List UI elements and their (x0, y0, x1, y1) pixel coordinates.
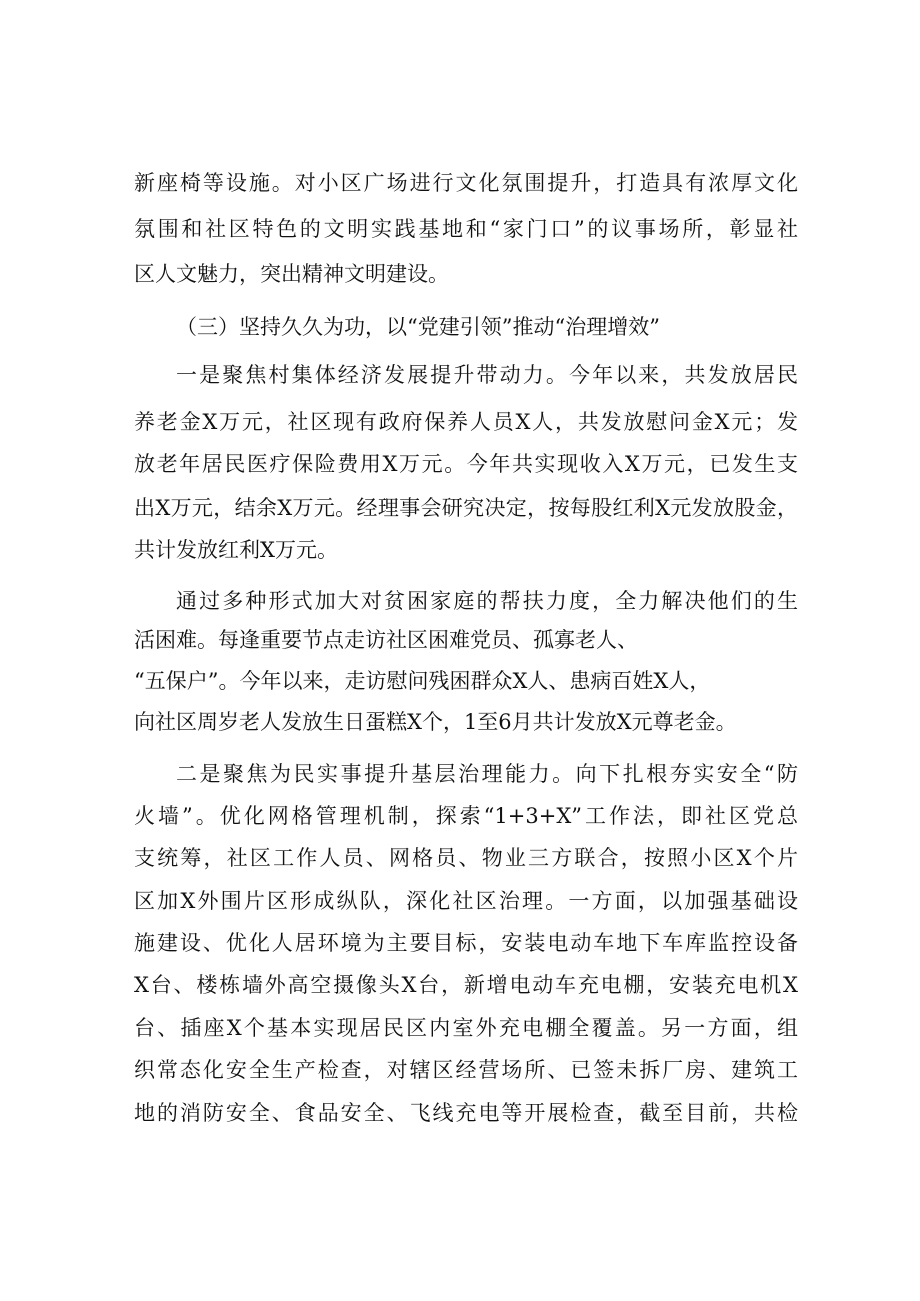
section-heading: （三）坚持久久为功，以“党建引领”推动“治理增效” (176, 315, 660, 339)
paragraph-line: 养老金X万元，社区现有政府保养人员X人，共发放慰问金X元；发 (134, 410, 798, 434)
paragraph-line: 台、插座X个基本实现居民区内室外充电棚全覆盖。另一方面，组 (134, 1016, 798, 1040)
paragraph-line: 共计发放红利X万元。 (134, 538, 338, 562)
paragraph-line: 二是聚焦为民实事提升基层治理能力。向下扎根夯实安全“防 (176, 762, 798, 786)
paragraph-line: 织常态化安全生产检查，对辖区经营场所、已签未拆厂房、建筑工 (134, 1058, 798, 1082)
paragraph-line: 放老年居民医疗保险费用X万元。今年共实现收入X万元，已发生支 (134, 452, 798, 476)
paragraph-line: 区人文魅力，突出精神文明建设。 (134, 262, 449, 286)
paragraph-line: 活困难。每逢重要节点走访社区困难党员、孤寡老人、 (134, 628, 638, 652)
paragraph-line: “五保户”。今年以来，走访慰问残困群众X人、患病百姓X人， (134, 669, 711, 693)
paragraph-line: X台、楼栋墙外高空摄像头X台，新增电动车充电棚，安装充电机X (134, 973, 798, 997)
paragraph-line: 地的消防安全、食品安全、飞线充电等开展检查，截至目前，共检 (134, 1101, 798, 1125)
paragraph-line: 新座椅等设施。对小区广场进行文化氛围提升，打造具有浓厚文化 (134, 171, 798, 195)
paragraph-line: 通过多种形式加大对贫困家庭的帮扶力度，全力解决他们的生 (176, 589, 798, 613)
paragraph-line: 一是聚焦村集体经济发展提升带动力。今年以来，共发放居民 (176, 363, 798, 387)
paragraph-line: 施建设、优化人居环境为主要目标，安装电动车地下车库监控设备 (134, 931, 798, 955)
paragraph-line: 氛围和社区特色的文明实践基地和“家门口”的议事场所，彰显社 (134, 217, 798, 241)
paragraph-line: 区加X外围片区形成纵队，深化社区治理。一方面，以加强基础设 (134, 889, 798, 913)
paragraph-line: 出X万元，结余X万元。经理事会研究决定，按每股红利X元发放股金， (134, 496, 798, 520)
paragraph-line: 火墙”。优化网格管理机制，探索“1+3+X”工作法，即社区党总 (134, 804, 798, 828)
paragraph-line: 支统筹，社区工作人员、网格员、物业三方联合，按照小区X个片 (134, 846, 798, 870)
paragraph-line: 向社区周岁老人发放生日蛋糕X个，1至6月共计发放X元尊老金。 (134, 710, 737, 734)
